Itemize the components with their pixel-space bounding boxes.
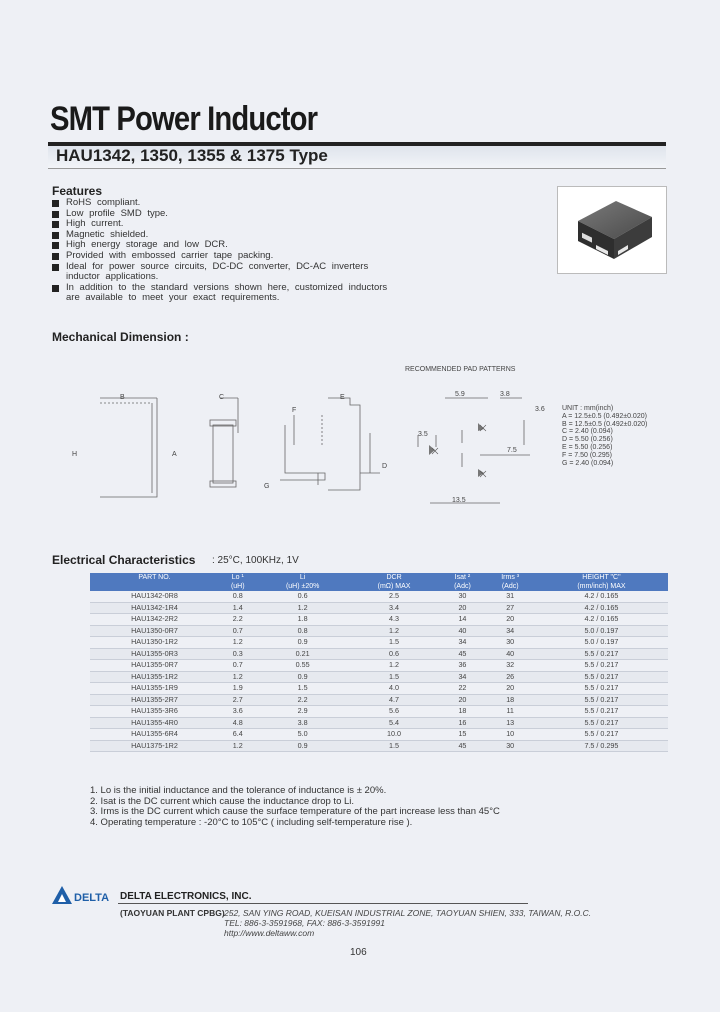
dim-label-a: A <box>172 451 177 458</box>
delta-logo <box>50 884 116 911</box>
col-subheader: (uH) <box>219 582 257 591</box>
table-cell: 4.7 <box>349 694 440 706</box>
feature-item: Provided with embossed carrier tape packing. <box>52 251 387 262</box>
col-header: Li <box>257 573 349 582</box>
table-cell: 5.6 <box>349 706 440 718</box>
dim-label-d: D <box>382 463 388 470</box>
table-cell: 4.2 / 0.165 <box>535 614 668 626</box>
table-row <box>90 706 668 718</box>
plant-name: (TAOYUAN PLANT CPBG) <box>120 908 225 918</box>
note-item: 3. Irms is the DC current which cause the surface temperature of the part increase less than 45°C <box>90 806 500 818</box>
table-header-row <box>90 573 668 582</box>
feature-item: are available to meet your exact requirements. <box>66 292 280 304</box>
note-item: 1. Lo is the initial inductance and the tolerance of inductance is ± 20%. <box>90 785 387 796</box>
dim-label-38: 3.8 <box>500 391 510 398</box>
unit-item: B = 12.5±0.5 (0.492±0.020) <box>562 420 648 428</box>
dim-label-e: E <box>340 394 345 401</box>
page-subtitle: HAU1342, 1350, 1355 & 1375 Type <box>56 146 328 165</box>
table-cell: 45 <box>439 648 485 660</box>
table-cell: 2.9 <box>257 706 349 718</box>
table-subheader-row <box>90 582 668 591</box>
table-cell: 2.7 <box>219 694 257 706</box>
tel-fax-line: TEL: 886-3-3591968, FAX: 886-3-3591991 <box>224 918 385 928</box>
table-cell: 0.55 <box>257 660 349 672</box>
table-row <box>90 671 668 683</box>
address-line: 252, SAN YING ROAD, KUEISAN INDUSTRIAL ZONE, TAOYUAN SHIEN, 333, TAIWAN, R.O.C. <box>224 908 592 918</box>
table-cell: 0.6 <box>349 648 440 660</box>
unit-list <box>562 405 647 467</box>
table-cell: 4.8 <box>219 717 257 729</box>
table-cell: 10 <box>486 729 535 741</box>
table-cell: 5.5 / 0.217 <box>535 671 668 683</box>
feature-item: Ideal for power source circuits, DC-DC converter, DC-AC inverters <box>52 262 387 273</box>
table-row <box>90 648 668 660</box>
table-cell: 36 <box>439 660 485 672</box>
table-cell: 4.3 <box>349 614 440 626</box>
part-number-cell: HAU1350-1R2 <box>90 637 219 649</box>
col-subheader: (Adc) <box>439 582 485 591</box>
feature-item: High current. <box>52 219 387 230</box>
table-cell: 15 <box>439 729 485 741</box>
table-cell: 20 <box>486 683 535 695</box>
table-cell: 30 <box>486 740 535 752</box>
table-cell: 14 <box>439 614 485 626</box>
dim-label-f: F <box>292 407 297 414</box>
unit-item: G = 2.40 (0.094) <box>562 459 614 467</box>
company-name: DELTA ELECTRONICS, INC. <box>120 891 252 902</box>
part-number-cell: HAU1342-1R4 <box>90 602 219 614</box>
part-number-cell: HAU1355-1R9 <box>90 683 219 695</box>
electrical-condition: : 25°C, 100KHz, 1V <box>212 555 299 566</box>
col-header: DCR <box>349 573 440 582</box>
part-number-cell: HAU1355-6R4 <box>90 729 219 741</box>
table-cell: 5.5 / 0.217 <box>535 694 668 706</box>
table-cell: 6.4 <box>219 729 257 741</box>
unit-item: F = 7.50 (0.295) <box>562 451 613 459</box>
table-cell: 1.5 <box>349 637 440 649</box>
unit-item: UNIT : mm(inch) <box>562 405 614 412</box>
col-header: Irms ³ <box>486 573 535 582</box>
table-row <box>90 729 668 741</box>
website-link[interactable]: http://www.deltaww.com <box>224 928 315 938</box>
table-cell: 0.8 <box>219 591 257 602</box>
table-cell: 10.0 <box>349 729 440 741</box>
dim-label-59: 5.9 <box>455 391 465 398</box>
table-cell: 20 <box>439 602 485 614</box>
table-cell: 5.0 / 0.197 <box>535 637 668 649</box>
table-cell: 0.9 <box>257 740 349 752</box>
table-cell: 5.5 / 0.217 <box>535 729 668 741</box>
dim-label-c: C <box>219 394 225 401</box>
table-cell: 18 <box>486 694 535 706</box>
feature-item: RoHS compliant. <box>52 198 387 209</box>
table-cell: 26 <box>486 671 535 683</box>
table-cell: 1.2 <box>219 637 257 649</box>
table-cell: 2.2 <box>219 614 257 626</box>
col-header: PART NO. <box>90 573 219 582</box>
table-cell: 34 <box>439 637 485 649</box>
part-number-cell: HAU1355-3R6 <box>90 706 219 718</box>
table-cell: 2.5 <box>349 591 440 602</box>
table-cell: 2.2 <box>257 694 349 706</box>
table-cell: 7.5 / 0.295 <box>535 740 668 752</box>
table-cell: 11 <box>486 706 535 718</box>
part-number-cell: HAU1342-0R8 <box>90 591 219 602</box>
table-cell: 5.5 / 0.217 <box>535 660 668 672</box>
table-cell: 5.5 / 0.217 <box>535 706 668 718</box>
page-number: 106 <box>350 947 367 958</box>
col-header: HEIGHT "C" <box>535 573 668 582</box>
table-cell: 18 <box>439 706 485 718</box>
table-cell: 20 <box>439 694 485 706</box>
note-item: 4. Operating temperature : -20°C to 105°C ( including self-temperature rise ). <box>90 816 413 828</box>
table-cell: 0.3 <box>219 648 257 660</box>
table-cell: 0.21 <box>257 648 349 660</box>
table-cell: 0.6 <box>257 591 349 602</box>
table-row <box>90 694 668 706</box>
table-row <box>90 683 668 695</box>
table-cell: 30 <box>439 591 485 602</box>
features-list <box>52 198 387 304</box>
table-cell: 40 <box>439 625 485 637</box>
dim-label-h: H <box>72 451 78 458</box>
table-cell: 1.2 <box>349 625 440 637</box>
table-cell: 32 <box>486 660 535 672</box>
table-cell: 1.2 <box>257 602 349 614</box>
product-photo <box>557 186 667 274</box>
col-subheader: (Adc) <box>486 582 535 591</box>
mechanical-drawing <box>60 385 560 510</box>
table-row <box>90 740 668 752</box>
inductor-image <box>558 187 666 273</box>
table-cell: 3.6 <box>219 706 257 718</box>
part-number-cell: HAU1342-2R2 <box>90 614 219 626</box>
table-cell: 3.4 <box>349 602 440 614</box>
pad-pattern-title: RECOMMENDED PAD PATTERNS <box>405 366 516 373</box>
table-cell: 22 <box>439 683 485 695</box>
table-cell: 45 <box>439 740 485 752</box>
table-cell: 27 <box>486 602 535 614</box>
table-row <box>90 717 668 729</box>
part-number-cell: HAU1350-0R7 <box>90 625 219 637</box>
table-row <box>90 602 668 614</box>
table-cell: 5.4 <box>349 717 440 729</box>
feature-item: High energy storage and low DCR. <box>52 240 387 251</box>
dim-label-g: G <box>264 483 270 490</box>
unit-item: D = 5.50 (0.256) <box>562 436 613 444</box>
table-cell: 0.9 <box>257 637 349 649</box>
table-cell: 3.8 <box>257 717 349 729</box>
table-row <box>90 591 668 602</box>
part-number-cell: HAU1375-1R2 <box>90 740 219 752</box>
table-cell: 1.8 <box>257 614 349 626</box>
unit-item: E = 5.50 (0.256) <box>562 443 613 451</box>
table-cell: 20 <box>486 614 535 626</box>
part-number-cell: HAU1355-4R0 <box>90 717 219 729</box>
col-subheader: (uH) ±20% <box>257 582 349 591</box>
table-cell: 5.5 / 0.217 <box>535 717 668 729</box>
features-heading: Features <box>52 184 103 198</box>
table-cell: 34 <box>439 671 485 683</box>
note-item: 2. Isat is the DC current which cause the inductance drop to Li. <box>90 795 355 807</box>
company-rule <box>118 903 528 904</box>
dim-label-35: 3.5 <box>418 431 428 438</box>
table-cell: 31 <box>486 591 535 602</box>
table-cell: 1.9 <box>219 683 257 695</box>
table-cell: 40 <box>486 648 535 660</box>
table-cell: 1.2 <box>349 660 440 672</box>
col-subheader: (mm/inch) MAX <box>535 582 668 591</box>
table-cell: 1.4 <box>219 602 257 614</box>
table-row <box>90 660 668 672</box>
table-row <box>90 625 668 637</box>
table-cell: 4.2 / 0.165 <box>535 591 668 602</box>
table-cell: 1.5 <box>349 671 440 683</box>
notes-list <box>90 786 500 828</box>
table-cell: 5.0 <box>257 729 349 741</box>
part-number-cell: HAU1355-0R3 <box>90 648 219 660</box>
table-cell: 0.7 <box>219 625 257 637</box>
dim-label-36: 3.6 <box>535 406 545 413</box>
feature-item: inductor applications. <box>66 271 159 283</box>
table-cell: 34 <box>486 625 535 637</box>
mechanical-heading: Mechanical Dimension : <box>52 330 189 344</box>
table-cell: 4.0 <box>349 683 440 695</box>
delta-triangle-icon <box>50 884 116 906</box>
unit-item: A = 12.5±0.5 (0.492±0.020) <box>562 412 647 420</box>
feature-item: Low profile SMD type. <box>52 209 387 220</box>
col-header: Isat ² <box>439 573 485 582</box>
table-cell: 16 <box>439 717 485 729</box>
dim-label-b: B <box>120 394 125 401</box>
table-cell: 4.2 / 0.165 <box>535 602 668 614</box>
table-cell: 1.2 <box>219 671 257 683</box>
table-cell: 1.5 <box>257 683 349 695</box>
dim-label-135: 13.5 <box>452 497 466 504</box>
feature-item: In addition to the standard versions shown here, customized inductors <box>52 283 387 294</box>
feature-item: Magnetic shielded. <box>52 230 387 241</box>
table-cell: 5.5 / 0.217 <box>535 648 668 660</box>
table-cell: 5.0 / 0.197 <box>535 625 668 637</box>
logo-text: DELTA <box>74 892 110 904</box>
table-body <box>90 591 668 752</box>
table-cell: 0.8 <box>257 625 349 637</box>
table-cell: 0.9 <box>257 671 349 683</box>
company-address <box>224 908 591 938</box>
col-header: Lo ¹ <box>219 573 257 582</box>
table-row <box>90 614 668 626</box>
table-cell: 0.7 <box>219 660 257 672</box>
part-number-cell: HAU1355-1R2 <box>90 671 219 683</box>
table-cell: 5.5 / 0.217 <box>535 683 668 695</box>
table-cell: 1.5 <box>349 740 440 752</box>
table-cell: 30 <box>486 637 535 649</box>
electrical-table <box>90 573 668 752</box>
col-subheader <box>90 582 219 591</box>
table-cell: 13 <box>486 717 535 729</box>
col-subheader: (mΩ) MAX <box>349 582 440 591</box>
dim-label-75: 7.5 <box>507 447 517 454</box>
part-number-cell: HAU1355-0R7 <box>90 660 219 672</box>
electrical-heading: Electrical Characteristics <box>52 553 196 567</box>
part-number-cell: HAU1355-2R7 <box>90 694 219 706</box>
unit-item: C = 2.40 (0.094) <box>562 428 613 436</box>
table-row <box>90 637 668 649</box>
table-cell: 1.2 <box>219 740 257 752</box>
page-title: SMT Power Inductor <box>50 100 318 138</box>
